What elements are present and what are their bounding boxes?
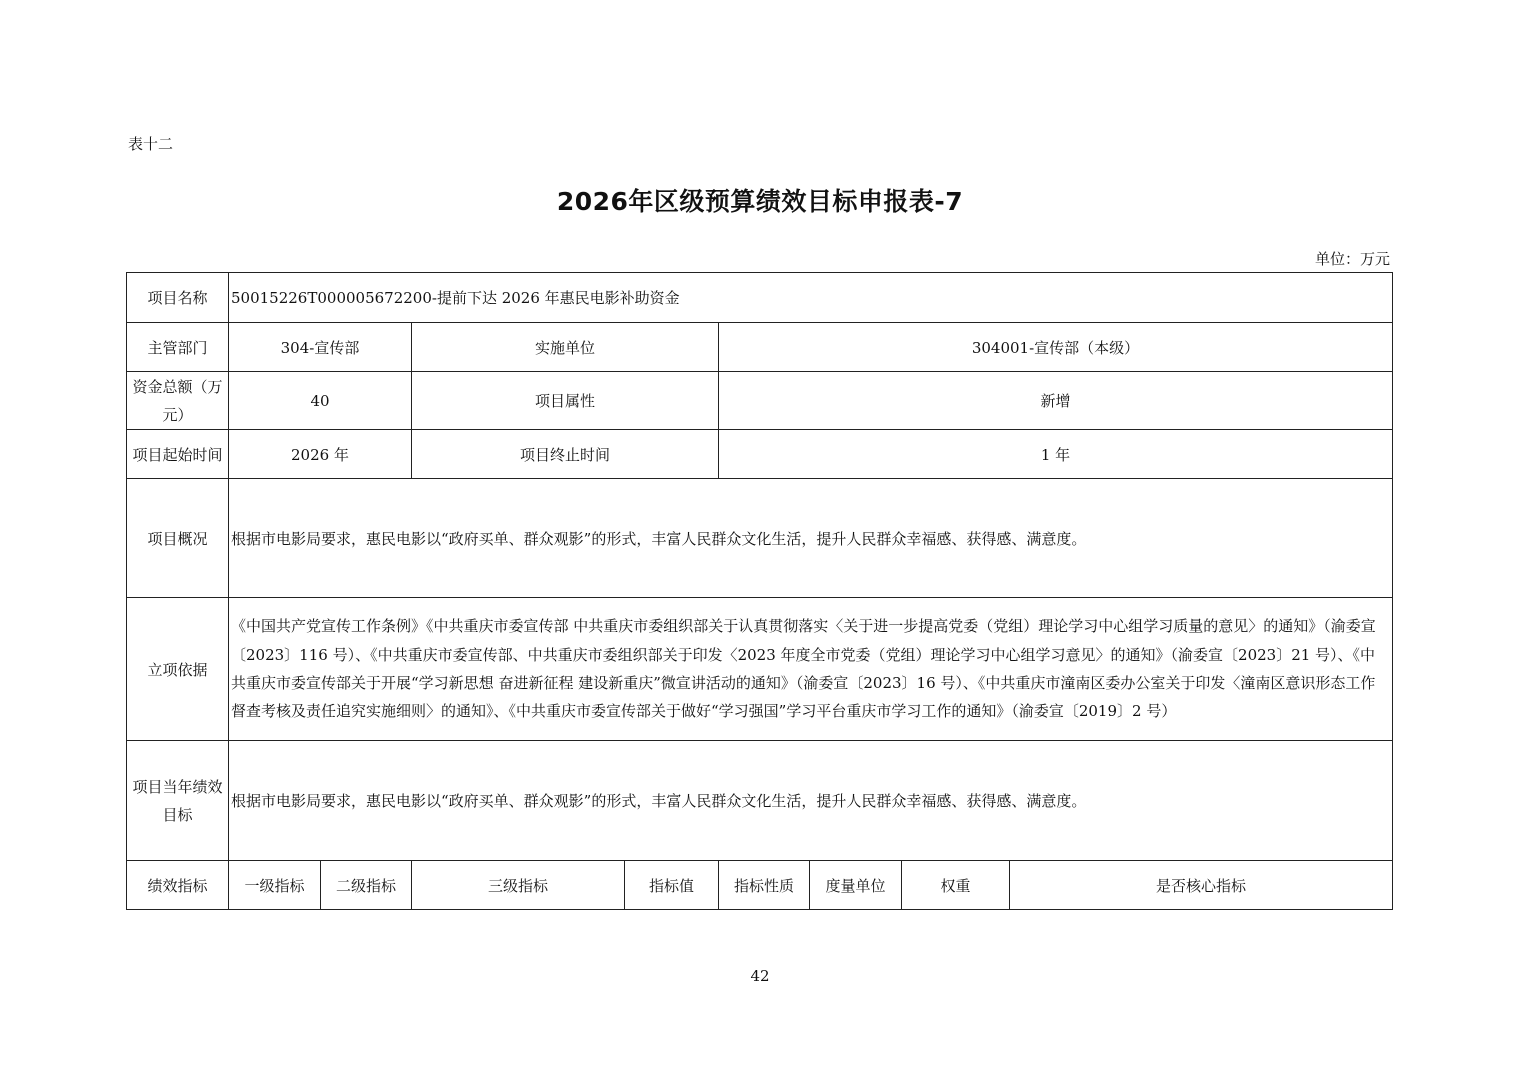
start-label: 项目起始时间: [127, 430, 229, 479]
col-header: 一级指标: [229, 861, 321, 910]
row-funds: [127, 372, 1393, 430]
attr-label: 项目属性: [412, 372, 719, 430]
start-value: 2026 年: [229, 430, 412, 479]
row-period: [127, 430, 1393, 479]
funds-value: 40: [229, 372, 412, 430]
row-overview: [127, 479, 1393, 598]
performance-target-table: [126, 272, 1393, 910]
page-number: 42: [750, 967, 770, 985]
goal-label: 项目当年绩效目标: [127, 741, 229, 861]
overview-label: 项目概况: [127, 479, 229, 598]
col-header: 指标性质: [719, 861, 810, 910]
impl-unit-label: 实施单位: [412, 323, 719, 372]
col-header: 二级指标: [321, 861, 412, 910]
dept-value: 304-宣传部: [229, 323, 412, 372]
col-header: 是否核心指标: [1010, 861, 1393, 910]
row-dept: [127, 323, 1393, 372]
end-value: 1 年: [719, 430, 1393, 479]
project-name-value: 50015226T000005672200-提前下达 2026 年惠民电影补助资金: [229, 273, 1393, 323]
dept-label: 主管部门: [127, 323, 229, 372]
project-name-label: 项目名称: [127, 273, 229, 323]
indicators-label: 绩效指标: [127, 861, 229, 910]
impl-unit-value: 304001-宣传部（本级）: [719, 323, 1393, 372]
row-basis: [127, 598, 1393, 741]
table-number: 表十二: [128, 135, 174, 153]
row-indicators-header: [127, 861, 1393, 910]
col-header: 度量单位: [810, 861, 902, 910]
unit-label: 单位：万元: [1314, 250, 1390, 268]
col-header: 三级指标: [412, 861, 625, 910]
attr-value: 新增: [719, 372, 1393, 430]
row-goal: [127, 741, 1393, 861]
funds-label: 资金总额（万元）: [127, 372, 229, 430]
row-project-name: [127, 273, 1393, 323]
end-label: 项目终止时间: [412, 430, 719, 479]
col-header: 权重: [902, 861, 1010, 910]
overview-value: 根据市电影局要求，惠民电影以“政府买单、群众观影”的形式，丰富人民群众文化生活，提升人民群众幸福感、获得感、满意度。: [229, 479, 1393, 598]
basis-value: 《中国共产党宣传工作条例》《中共重庆市委宣传部 中共重庆市委组织部关于认真贯彻落实〈关于进一步提高党委（党组）理论学习中心组学习质量的意见〉的通知》（渝委宣〔2023〕116 号）、《中共重庆市委宣传部、中共重庆市委组织部关于印发〈2023 年度全市党委（党组）理论学习中心组学习意见〉的通知》（渝委宣〔2023〕21 号）、《中共重庆市委宣传部关于开展“学习新思想 奋进新征程 建设新重庆”微宣讲活动的通知》（渝委宣〔2023〕16 号）、《中共重庆市潼南区委办公室关于印发〈潼南区意识形态工作督查考核及责任追究实施细则〉的通知》、《中共重庆市委宣传部关于做好“学习强国”学习平台重庆市学习工作的通知》（渝委宣〔2019〕2 号）: [229, 598, 1393, 741]
basis-label: 立项依据: [127, 598, 229, 741]
page-title: 2026年区级预算绩效目标申报表-7: [556, 187, 964, 216]
goal-value: 根据市电影局要求，惠民电影以“政府买单、群众观影”的形式，丰富人民群众文化生活，提升人民群众幸福感、获得感、满意度。: [229, 741, 1393, 861]
col-header: 指标值: [625, 861, 719, 910]
